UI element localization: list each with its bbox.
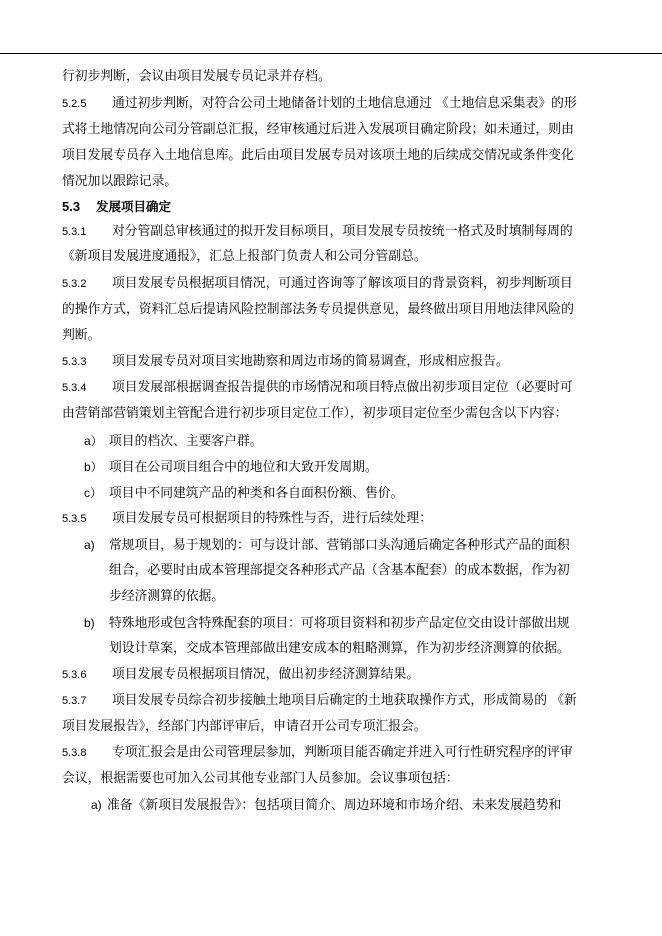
clause-number: 5.3.3 (62, 356, 87, 368)
clause-number: 5.3.8 (62, 747, 87, 759)
clause-5-2-5: 5.2.5 通过初步判断，对符合公司土地储备计划的土地信息通过 《土地信息采集表》的形 (62, 96, 577, 111)
text-line: 由营销部营销策划主管配合进行初步项目定位工作），初步项目定位至少需包含以下内容： (62, 406, 568, 421)
clause-number: 5.3.4 (62, 382, 87, 394)
text-line: 步经济测算的依据。 (109, 589, 225, 604)
list-marker: b） (84, 460, 103, 474)
text-line: 项目发展专员存入土地信息库。此后由项目发展专员对该项土地的后续成交情况或条件变化 (62, 148, 574, 163)
clause-number: 5.2.5 (62, 98, 87, 110)
clause-number: 5.3.5 (62, 513, 87, 525)
text-line: 式将土地情况向公司分管副总汇报，经审核通过后进入发展项目确定阶段；如未通过，则由 (62, 122, 574, 137)
list-marker: c） (84, 486, 103, 500)
clause-number: 5.3.7 (62, 695, 87, 707)
text-line: 行初步判断，会议由项目发展专员记录并存档。 (62, 69, 331, 84)
clause-5-3-5: 5.3.5 项目发展专员可根据项目的特殊性与否，进行后续处理： (62, 511, 432, 526)
list-item: a) 准备《新项目发展报告》：包括项目简介、周边环境和市场介绍、未来发展趋势和 (91, 798, 562, 813)
text-line: 判断。 (62, 328, 101, 343)
header-rule (0, 53, 662, 54)
clause-number: 5.3.1 (62, 226, 87, 238)
list-item: a） 项目的档次、主要客户群。 (84, 434, 263, 449)
clause-5-3-8: 5.3.8 专项汇报会是由公司管理层参加，判断项目能否确定并进入可行性研究程序的评审 (62, 745, 573, 760)
text-line: 情况加以跟踪记录。 (62, 174, 178, 189)
list-item: b) 特殊地形或包含特殊配套的项目：可将项目资料和初步产品定位交由设计部做出规 (84, 616, 570, 631)
list-marker: b) (84, 616, 95, 630)
text-line: 划设计草案，交成本管理部做出建安成本的粗略测算，作为初步经济测算的依据。 (109, 641, 570, 656)
clause-number: 5.3.2 (62, 278, 87, 290)
text-line: 会议，根据需要也可加入公司其他专业部门人员参加。会议事项包括： (62, 771, 459, 786)
clause-5-3-4: 5.3.4 项目发展部根据调查报告提供的市场情况和项目特点做出初步项目定位（必要时可 (62, 380, 573, 395)
list-marker: a) (84, 538, 95, 552)
clause-5-3-1: 5.3.1 对分管副总审核通过的拟开发目标项目，项目发展专员按统一格式及时填制每周的 (62, 224, 573, 239)
clause-5-3-2: 5.3.2 项目发展专员根据项目情况，可通过咨询等了解该项目的背景资料，初步判断项目 (62, 276, 573, 291)
list-marker: a) (91, 798, 102, 812)
clause-5-3-6: 5.3.6 项目发展专员根据项目情况，做出初步经济测算结果。 (62, 667, 420, 682)
section-number: 5.3 (62, 199, 81, 214)
list-marker: a） (84, 434, 103, 448)
text-line: 的操作方式，资料汇总后提请风险控制部法务专员提供意见，最终做出项目用地法律风险的 (62, 302, 574, 317)
list-item: a) 常规项目，易于规划的：可与设计部、营销部口头沟通后确定各种形式产品的面积 (84, 538, 570, 553)
clause-5-3-7: 5.3.7 项目发展专员综合初步接触土地项目后确定的土地获取操作方式，形成简易的 《新 (62, 693, 577, 708)
text-line: 项目发展报告》，经部门内部评审后，申请召开公司专项汇报会。 (62, 719, 427, 734)
list-item: c） 项目中不同建筑产品的种类和各自面积份额、售价。 (84, 486, 404, 501)
clause-5-3-3: 5.3.3 项目发展专员对项目实地勘察和周边市场的简易调查，形成相应报告。 (62, 354, 509, 369)
list-item: b） 项目在公司项目组合中的地位和大致开发周期。 (84, 460, 378, 475)
text-line: 组合，必要时由成本管理部提交各种形式产品（含基本配套）的成本数据，作为初 (109, 563, 570, 578)
section-heading-5-3 (62, 199, 171, 215)
section-title: 发展项目确定 (96, 199, 172, 214)
text-line: 《新项目发展进度通报》，汇总上报部门负责人和公司分管副总。 (62, 249, 427, 264)
clause-number: 5.3.6 (62, 669, 87, 681)
